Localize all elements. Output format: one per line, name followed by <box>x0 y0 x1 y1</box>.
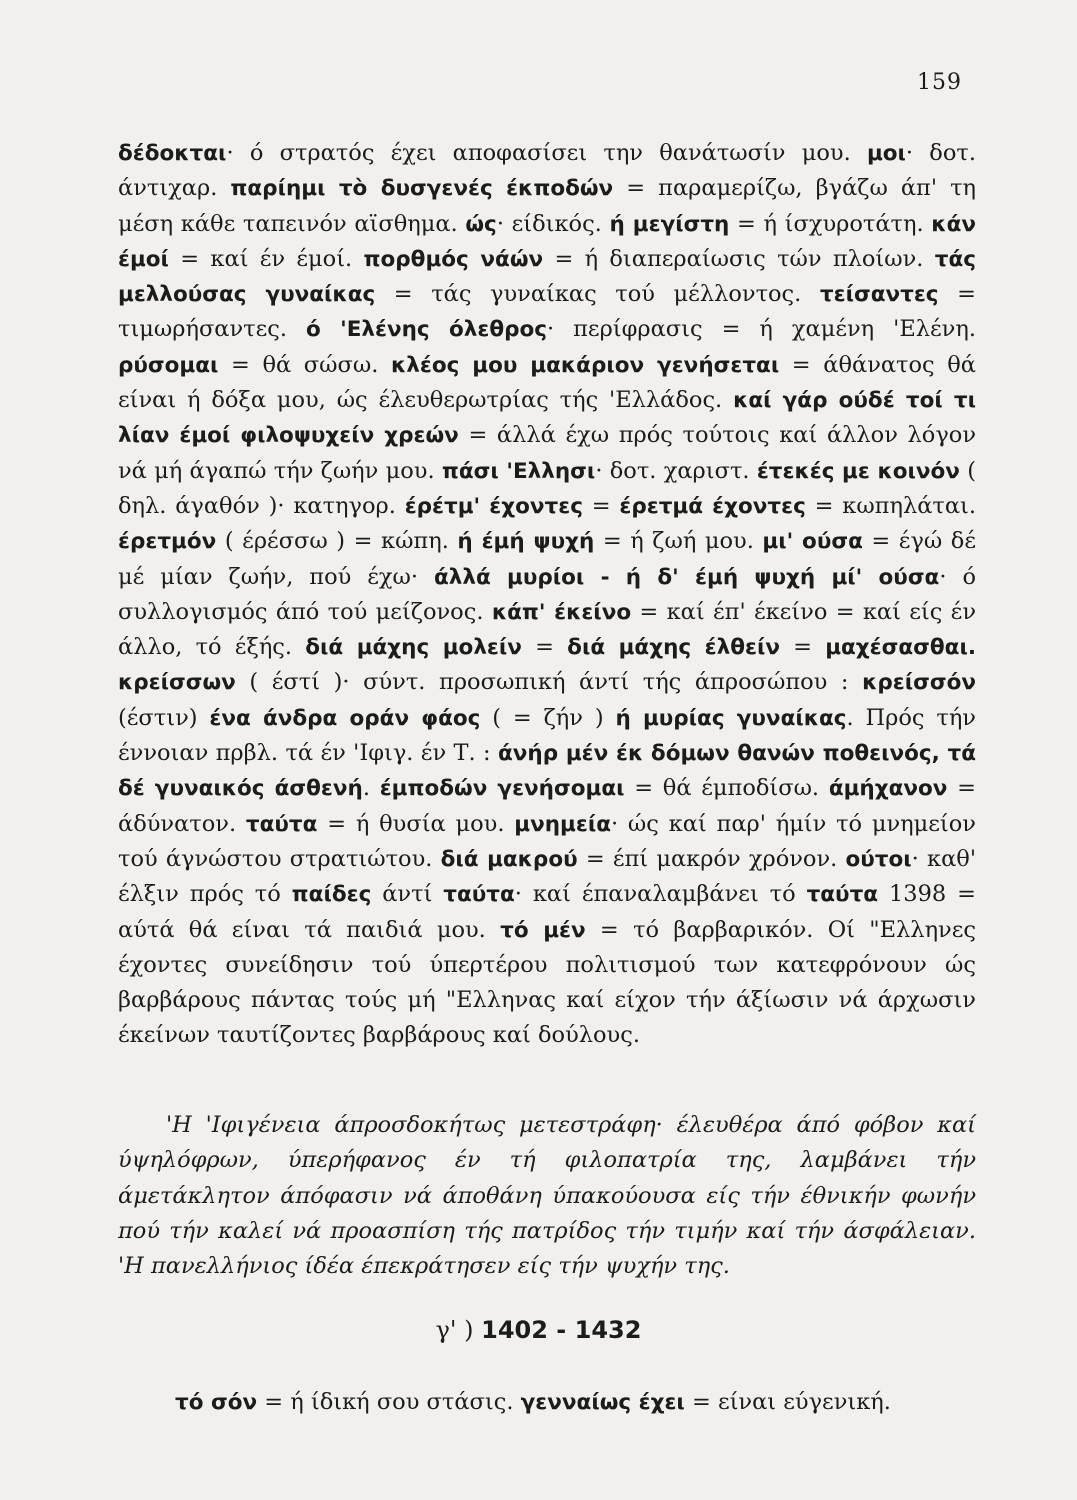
gloss-text: · ό στρατός έχει αποφασίσει την θανάτωσίν μου. <box>226 140 867 166</box>
bold-term: έμποδών γενήσομαι <box>379 776 625 802</box>
bold-term: κάπ' έκείνο <box>491 599 632 625</box>
gloss-text: · δοτ. χαριστ. <box>595 457 757 484</box>
gloss-text: · ό συλλογισμός άπό τού μείζονος. <box>118 563 976 625</box>
bold-term: διά μάχης έλθείν <box>567 635 780 661</box>
gloss-text: · καί έπαναλαμβάνει τό <box>514 881 807 908</box>
gloss-text: ( δηλ. άγαθόν )· κατηγορ. <box>118 457 977 519</box>
bold-term: μνημεία <box>514 811 611 837</box>
bold-term: έτεκές με κοινόν <box>756 458 960 484</box>
gloss-text: 1398 = αύτά θά είναι τά παιδιά μου. <box>118 881 976 943</box>
page-number: 159 <box>917 70 962 95</box>
summary-paragraph: 'Η 'Ιφιγένεια άπροσδοκήτως μετεστράφη· έλευθέρα άπό φόβον καί ύψηλόφρων, ύπερήφανος έν τή φιλοπατρία της, λαμβάνει τήν άμετάκλητον άπόφασιν νά άποθάνη ύπακούουσα είς τήν έθνικήν φωνήν πού τήν καλεί νά προασπίση τής πατρίδος τήν τιμήν καί τήν άσφάλειαν. 'Η πανελλήνιος ίδέα έπεκράτησεν είς τήν ψυχήν της. <box>118 1112 976 1280</box>
final-line <box>175 1385 975 1420</box>
bold-term: τό σόν <box>175 1390 258 1415</box>
bold-term: τό μέν <box>500 917 586 943</box>
gloss-text: ( = ζήν ) <box>480 704 616 731</box>
gloss-text: ( έστί )· σύντ. προσωπική άντί τής άπροσώπου : <box>235 669 863 696</box>
gloss-text: = <box>521 634 568 661</box>
gloss-text: · ώς καί παρ' ήμίν τό μνημείον τού άγνώστου στρατιώτου. <box>118 810 976 872</box>
bold-term: παρίημι τò δυσγενές έκποδών <box>230 176 614 202</box>
bold-term: έρέτμ' έχοντες <box>404 493 583 519</box>
bold-term: διά μακρού <box>440 846 578 872</box>
bold-term: κλέος μου μακάριον γενήσεται <box>390 352 780 378</box>
bold-term: ταύτα <box>245 811 318 837</box>
gloss-text: άντί <box>371 881 444 908</box>
gloss-text: = <box>582 492 620 519</box>
bold-term: πορθμός νάών <box>363 246 544 272</box>
bold-term: πάσι 'Ελλησι <box>441 458 596 484</box>
gloss-text: = ή ίσχυροτάτη. <box>729 210 932 237</box>
gloss-text: · καθ' έλξιν πρός τό <box>118 845 977 908</box>
bold-term: έρετμά έχοντες <box>619 493 806 519</box>
section-heading <box>0 1316 1077 1344</box>
bold-term: κρείσσόν <box>862 670 976 696</box>
gloss-text: = έγώ δέ μέ μίαν ζωήν, πού έχω· <box>118 528 977 590</box>
gloss-text: · είδικός. <box>496 210 610 237</box>
commentary-paragraph <box>118 136 976 1054</box>
bold-term: ή μυρίας γυναίκας <box>615 705 847 731</box>
bold-term: άλλά μυρίοι - ή δ' έμή ψυχή μί' ούσα <box>434 564 940 590</box>
gloss-text: . Πρός τήν έννοιαν πρβλ. τά έν 'Ιφιγ. έν Τ. : <box>118 704 976 767</box>
bold-term: ταύτα <box>443 882 515 908</box>
section-range: 1402 - 1432 <box>481 1316 642 1344</box>
bold-term: ούτοι <box>845 846 912 872</box>
bold-term: μοι <box>866 141 906 166</box>
bold-term: δέδοκται <box>118 141 227 166</box>
gloss-text: = άδύνατον. <box>118 775 976 837</box>
gloss-text: = παραμερίζω, βγάζω άπ' τη μέση κάθε ταπεινόν αϊσθημα. <box>118 175 977 237</box>
gloss-text: = ή θυσία μου. <box>317 810 515 837</box>
bold-term: τείσαντες <box>819 282 939 308</box>
bold-term: ή έμή ψυχή <box>457 529 595 555</box>
gloss-text: = έπί μακρόν χρόνον. <box>577 845 846 872</box>
gloss-text: = θά σώσω. <box>218 351 391 378</box>
gloss-text: = τό βαρβαρικόν. Οί "Ελληνες έχοντες συνείδησιν τού ύπερτέρου πολιτισμού των κατεφρόνουν ώς βαρβάρους πάντας τούς μή "Ελληνας καί είχον τήν άξίωσιν νά άρχωσιν έκείνων ταυτίζοντες βαρβάρους καί δούλους. <box>118 916 976 1049</box>
gloss-text: = άλλά έχω πρός τούτοις καί άλλον λόγον νά μή άγαπώ τήν ζωήν μου. <box>118 422 976 484</box>
bold-term: άμήχανον <box>828 776 948 802</box>
gloss-text: = ή ίδική σου στάσις. <box>257 1389 521 1415</box>
bold-term: κάν έμοί <box>118 211 976 272</box>
bold-term: ή μεγίστη <box>609 211 730 237</box>
bold-term: διά μάχης μολείν <box>305 635 522 661</box>
bold-term: άνήρ μέν έκ δόμων θανών ποθεινός, τά δέ γυναικός άσθενή <box>118 741 976 802</box>
bold-term: ό 'Ελένης όλεθρος <box>306 317 547 343</box>
gloss-text: · δοτ. άντιχαρ. <box>118 140 976 202</box>
gloss-text: = άθάνατος θά είναι ή δόξα μου, ώς έλευθερωτρίας τής 'Ελλάδος. <box>118 351 976 414</box>
gloss-text: = <box>779 634 826 661</box>
gloss-text: = είναι εύγενική. <box>684 1389 891 1415</box>
gloss-text: . <box>362 775 380 802</box>
gloss-text: = καί έν έμοί. <box>168 245 364 272</box>
gloss-text: (έστιν) <box>118 704 210 731</box>
bold-term: ταύτα <box>806 882 879 908</box>
bold-term: τάς μελλούσας γυναίκας <box>118 246 976 308</box>
section-label: γ' ) <box>435 1316 474 1344</box>
gloss-text: ( έρέσσω ) = κώπη. <box>216 528 458 555</box>
gloss-text: = θά έμποδίσω. <box>624 775 829 802</box>
bold-term: γενναίως έχει <box>520 1390 685 1415</box>
gloss-text: = τιμωρήσαντες. <box>118 281 976 343</box>
bold-term: καί γάρ ούδέ τοί τι λίαν έμοί φιλοψυχείν χρεών <box>118 388 976 449</box>
bold-term: ένα άνδρα οράν φάος <box>209 705 481 731</box>
gloss-text: = ή ζωή μου. <box>594 528 763 555</box>
gloss-text: = καί έπ' έκείνο = καί είς έν άλλο, τό έξής. <box>118 598 976 661</box>
bold-term: ώς <box>465 211 497 237</box>
bold-term: μαχέσασθαι. κρείσσων <box>118 635 976 696</box>
gloss-text: = ή διαπεραίωσις τών πλοίων. <box>543 245 935 272</box>
bold-term: παίδες <box>291 882 372 908</box>
gloss-text: · περίφρασις = ή χαμένη 'Ελένη. <box>547 316 976 343</box>
bold-term: έρετμόν <box>118 529 217 555</box>
gloss-text: = κωπηλάται. <box>805 492 977 519</box>
bold-term: ρύσομαι <box>118 352 219 378</box>
bold-term: μι' ούσα <box>762 529 863 555</box>
gloss-text: = τάς γυναίκας τού μέλλοντος. <box>375 281 820 308</box>
